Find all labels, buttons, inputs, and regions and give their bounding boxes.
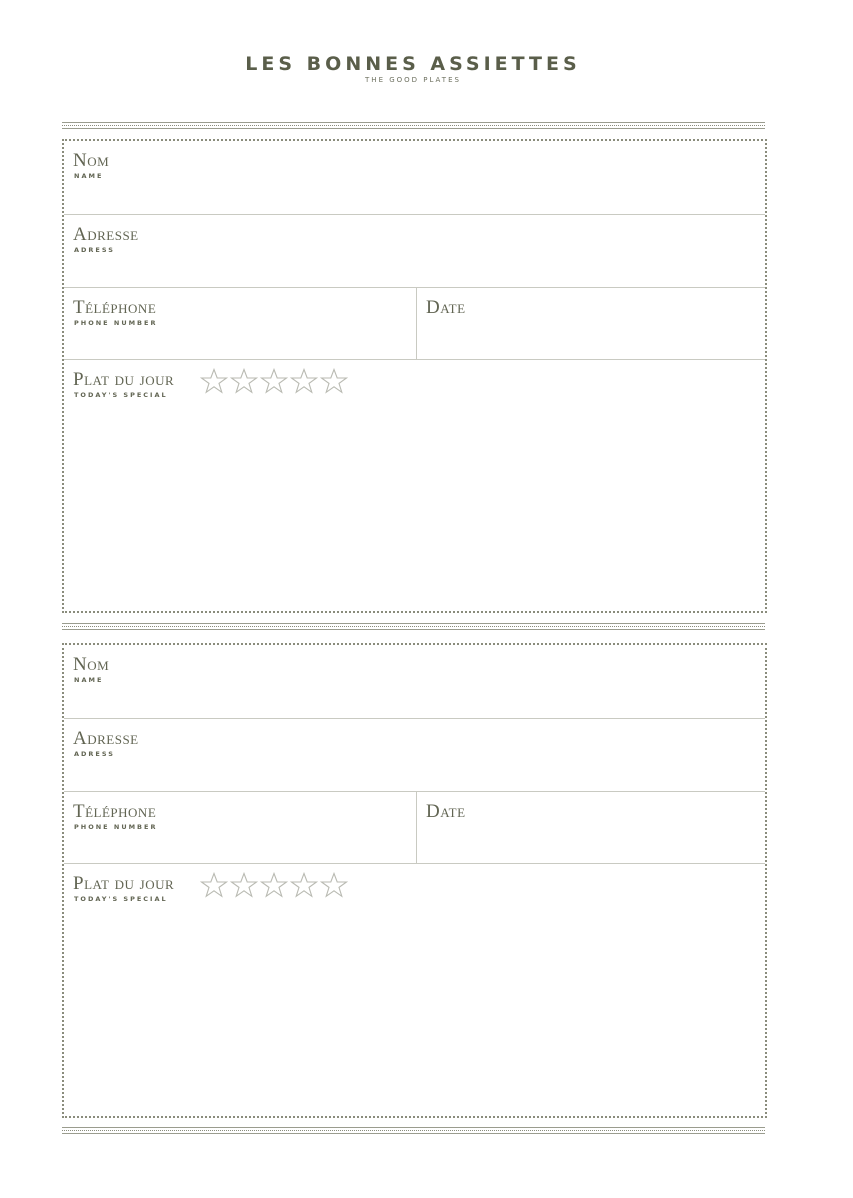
star-outline-icon[interactable] <box>230 368 258 394</box>
name-row[interactable] <box>64 645 765 719</box>
top-rule <box>62 122 765 130</box>
star-outline-icon[interactable] <box>290 368 318 394</box>
phone-date-row <box>64 288 765 360</box>
date-label: Date <box>426 297 466 318</box>
special-label: Plat du jour <box>73 369 175 390</box>
address-sublabel: ADRESS <box>74 750 115 758</box>
name-sublabel: NAME <box>74 172 104 180</box>
phone-sublabel: PHONE NUMBER <box>74 319 158 327</box>
name-label: Nom <box>73 150 110 171</box>
phone-field[interactable] <box>64 792 417 863</box>
date-field[interactable] <box>417 288 765 359</box>
special-label: Plat du jour <box>73 873 175 894</box>
name-row[interactable] <box>64 141 765 215</box>
middle-rule <box>62 623 765 631</box>
star-outline-icon[interactable] <box>260 872 288 898</box>
brand-title: LES BONNES ASSIETTES <box>245 53 581 75</box>
address-sublabel: ADRESS <box>74 246 115 254</box>
star-outline-icon[interactable] <box>200 368 228 394</box>
phone-label: Téléphone <box>73 801 157 822</box>
address-label: Adresse <box>73 224 139 245</box>
phone-label: Téléphone <box>73 297 157 318</box>
special-sublabel: TODAY'S SPECIAL <box>74 895 168 903</box>
name-sublabel: NAME <box>74 676 104 684</box>
star-outline-icon[interactable] <box>230 872 258 898</box>
address-row[interactable] <box>64 719 765 792</box>
address-row[interactable] <box>64 215 765 288</box>
star-outline-icon[interactable] <box>260 368 288 394</box>
star-outline-icon[interactable] <box>290 872 318 898</box>
star-outline-icon[interactable] <box>320 872 348 898</box>
phone-field[interactable] <box>64 288 417 359</box>
address-label: Adresse <box>73 728 139 749</box>
brand-subtitle: THE GOOD PLATES <box>365 76 461 84</box>
brand-header <box>0 52 826 85</box>
review-card-2 <box>62 643 767 1118</box>
name-label: Nom <box>73 654 110 675</box>
date-field[interactable] <box>417 792 765 863</box>
star-rating <box>200 368 348 394</box>
special-row[interactable] <box>64 360 765 611</box>
phone-sublabel: PHONE NUMBER <box>74 823 158 831</box>
phone-date-row <box>64 792 765 864</box>
review-card-1 <box>62 139 767 613</box>
special-row[interactable] <box>64 864 765 1116</box>
bottom-rule <box>62 1127 765 1135</box>
star-outline-icon[interactable] <box>320 368 348 394</box>
star-rating <box>200 872 348 898</box>
star-outline-icon[interactable] <box>200 872 228 898</box>
special-sublabel: TODAY'S SPECIAL <box>74 391 168 399</box>
date-label: Date <box>426 801 466 822</box>
